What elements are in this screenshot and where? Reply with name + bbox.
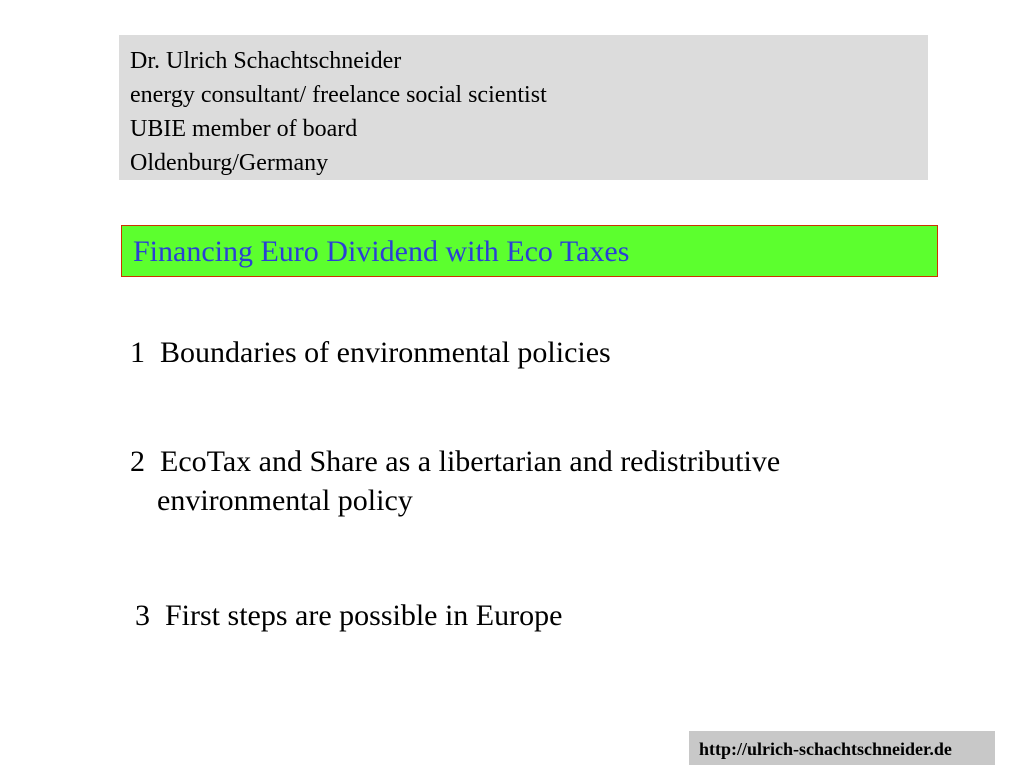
slide-title: Financing Euro Dividend with Eco Taxes [133,235,630,268]
agenda-item-text: Boundaries of environmental policies [160,336,611,369]
author-name: Dr. Ulrich Schachtschneider [130,48,402,74]
agenda-item-text: First steps are possible in Europe [165,599,563,632]
agenda-item-text: EcoTax and Share as a libertarian and redistributive [160,445,781,478]
author-info-box [119,35,928,180]
footer-url-box [689,731,995,765]
agenda-item-2-continuation: environmental policy [157,484,413,517]
agenda-item-2 [130,443,780,481]
author-profession: energy consultant/ freelance social scientist [130,82,547,108]
author-location: Oldenburg/Germany [130,150,329,176]
agenda-item-3 [135,597,562,635]
agenda-item-number: 3 [135,599,158,632]
author-affiliation: UBIE member of board [130,116,358,142]
agenda-item-1 [130,334,611,372]
website-link[interactable]: http://ulrich-schachtschneider.de [699,739,952,759]
slide-title-box [121,225,938,277]
agenda-item-number: 2 [130,445,153,478]
agenda-item-number: 1 [130,336,153,369]
